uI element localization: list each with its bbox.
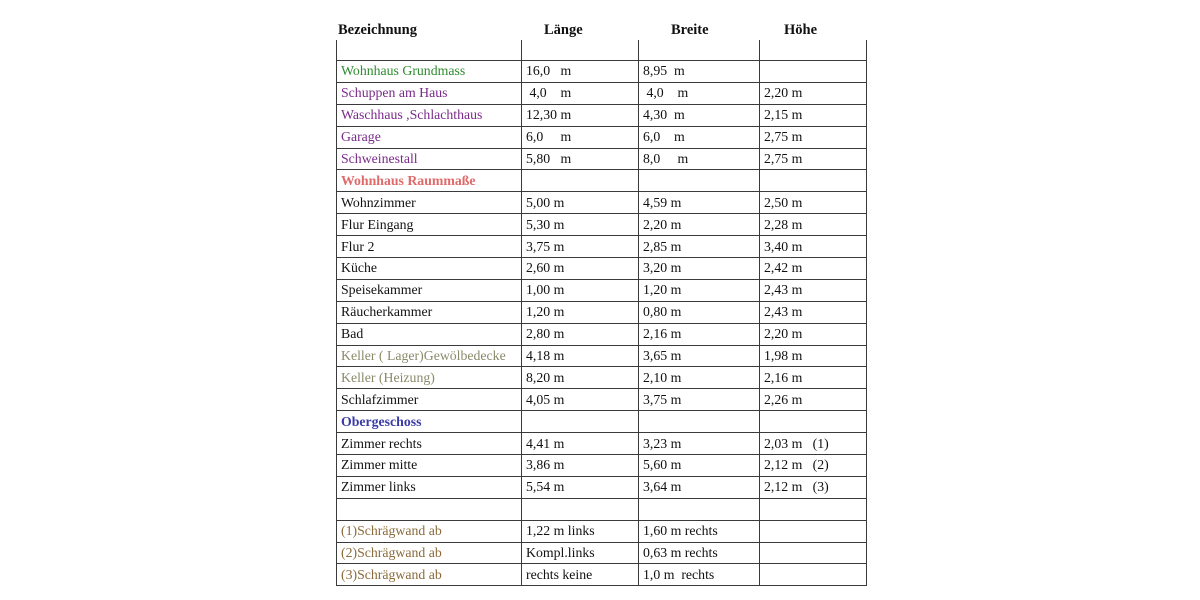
cell-name: Räucherkammer [337,301,522,323]
cell-width [639,498,760,520]
cell-height: 2,16 m [760,367,867,389]
cell-name: Bad [337,323,522,345]
cell-width: 4,0 m [639,82,760,104]
cell-width: 4,30 m [639,104,760,126]
cell-length [522,411,639,433]
table-row [337,498,867,520]
header-length: Länge [544,22,583,38]
table-row [337,192,867,214]
cell-length: 8,20 m [522,367,639,389]
cell-length: 4,05 m [522,389,639,411]
cell-width: 0,80 m [639,301,760,323]
cell-length: 3,75 m [522,236,639,258]
cell-name: Schuppen am Haus [337,82,522,104]
measurements-table [336,40,867,586]
table-row [337,170,867,192]
cell-width [639,40,760,61]
cell-name: Obergeschoss [337,411,522,433]
table-row [337,40,867,61]
cell-length: Kompl.links [522,542,639,564]
cell-height [760,40,867,61]
cell-name: Flur Eingang [337,214,522,236]
cell-width: 2,85 m [639,236,760,258]
cell-height: 2,20 m [760,323,867,345]
table-row [337,258,867,280]
cell-length: 2,80 m [522,323,639,345]
cell-name: Wohnhaus Grundmass [337,61,522,83]
table-row [337,279,867,301]
cell-name: Schweinestall [337,148,522,170]
table-header [336,20,866,42]
table-row [337,61,867,83]
cell-name [337,40,522,61]
cell-height [760,170,867,192]
table-row [337,476,867,498]
table-row [337,411,867,433]
cell-height: 2,75 m [760,148,867,170]
cell-length: 5,80 m [522,148,639,170]
cell-width: 6,0 m [639,126,760,148]
cell-name: Zimmer rechts [337,433,522,455]
table-row [337,433,867,455]
cell-width: 2,20 m [639,214,760,236]
cell-height: 2,42 m [760,258,867,280]
cell-height: 3,40 m [760,236,867,258]
cell-width: 3,23 m [639,433,760,455]
cell-name: Flur 2 [337,236,522,258]
cell-length: 2,60 m [522,258,639,280]
cell-length: rechts keine [522,564,639,586]
cell-length: 5,30 m [522,214,639,236]
table-row [337,236,867,258]
cell-width: 2,16 m [639,323,760,345]
cell-name: Wohnzimmer [337,192,522,214]
cell-height: 2,75 m [760,126,867,148]
cell-length: 4,18 m [522,345,639,367]
cell-height [760,411,867,433]
cell-width: 1,60 m rechts [639,520,760,542]
cell-height: 2,12 m (2) [760,455,867,477]
cell-width: 1,20 m [639,279,760,301]
cell-height: 1,98 m [760,345,867,367]
cell-height: 2,43 m [760,279,867,301]
table-row [337,389,867,411]
cell-length: 4,41 m [522,433,639,455]
cell-name: Garage [337,126,522,148]
cell-length: 1,00 m [522,279,639,301]
cell-height: 2,20 m [760,82,867,104]
cell-height [760,498,867,520]
cell-length: 12,30 m [522,104,639,126]
cell-height: 2,50 m [760,192,867,214]
table-row [337,455,867,477]
cell-length: 6,0 m [522,126,639,148]
header-name: Bezeichnung [338,22,417,38]
cell-length [522,40,639,61]
cell-length: 3,86 m [522,455,639,477]
cell-height: 2,26 m [760,389,867,411]
cell-height [760,564,867,586]
table-row [337,367,867,389]
cell-width: 2,10 m [639,367,760,389]
table-row [337,214,867,236]
cell-height: 2,15 m [760,104,867,126]
cell-length: 1,20 m [522,301,639,323]
cell-width: 1,0 m rechts [639,564,760,586]
cell-width: 3,64 m [639,476,760,498]
cell-name: Keller (Heizung) [337,367,522,389]
cell-width: 3,20 m [639,258,760,280]
table-row [337,520,867,542]
header-height: Höhe [784,22,818,38]
cell-width: 3,65 m [639,345,760,367]
cell-height: 2,43 m [760,301,867,323]
cell-height [760,542,867,564]
cell-length: 4,0 m [522,82,639,104]
cell-width: 0,63 m rechts [639,542,760,564]
cell-width: 4,59 m [639,192,760,214]
table-row [337,148,867,170]
header-width: Breite [671,22,709,38]
table-row [337,564,867,586]
cell-name: (1)Schrägwand ab [337,520,522,542]
cell-length: 1,22 m links [522,520,639,542]
cell-name: (2)Schrägwand ab [337,542,522,564]
cell-length: 5,54 m [522,476,639,498]
cell-name: Zimmer links [337,476,522,498]
cell-name [337,498,522,520]
cell-length [522,170,639,192]
cell-height [760,61,867,83]
cell-length: 5,00 m [522,192,639,214]
cell-name: Küche [337,258,522,280]
cell-height: 2,03 m (1) [760,433,867,455]
cell-width: 5,60 m [639,455,760,477]
cell-name: Wohnhaus Raummaße [337,170,522,192]
table-row [337,104,867,126]
cell-width: 8,95 m [639,61,760,83]
cell-width [639,170,760,192]
cell-height: 2,12 m (3) [760,476,867,498]
table-row [337,345,867,367]
cell-width [639,411,760,433]
cell-name: Keller ( Lager)Gewölbedecke [337,345,522,367]
table-row [337,323,867,345]
cell-length: 16,0 m [522,61,639,83]
table-row [337,542,867,564]
cell-name: Zimmer mitte [337,455,522,477]
cell-name: (3)Schrägwand ab [337,564,522,586]
cell-name: Speisekammer [337,279,522,301]
cell-height: 2,28 m [760,214,867,236]
cell-name: Waschhaus ,Schlachthaus [337,104,522,126]
table-row [337,126,867,148]
cell-name: Schlafzimmer [337,389,522,411]
cell-height [760,520,867,542]
cell-width: 8,0 m [639,148,760,170]
table-row [337,301,867,323]
cell-length [522,498,639,520]
table-row [337,82,867,104]
cell-width: 3,75 m [639,389,760,411]
